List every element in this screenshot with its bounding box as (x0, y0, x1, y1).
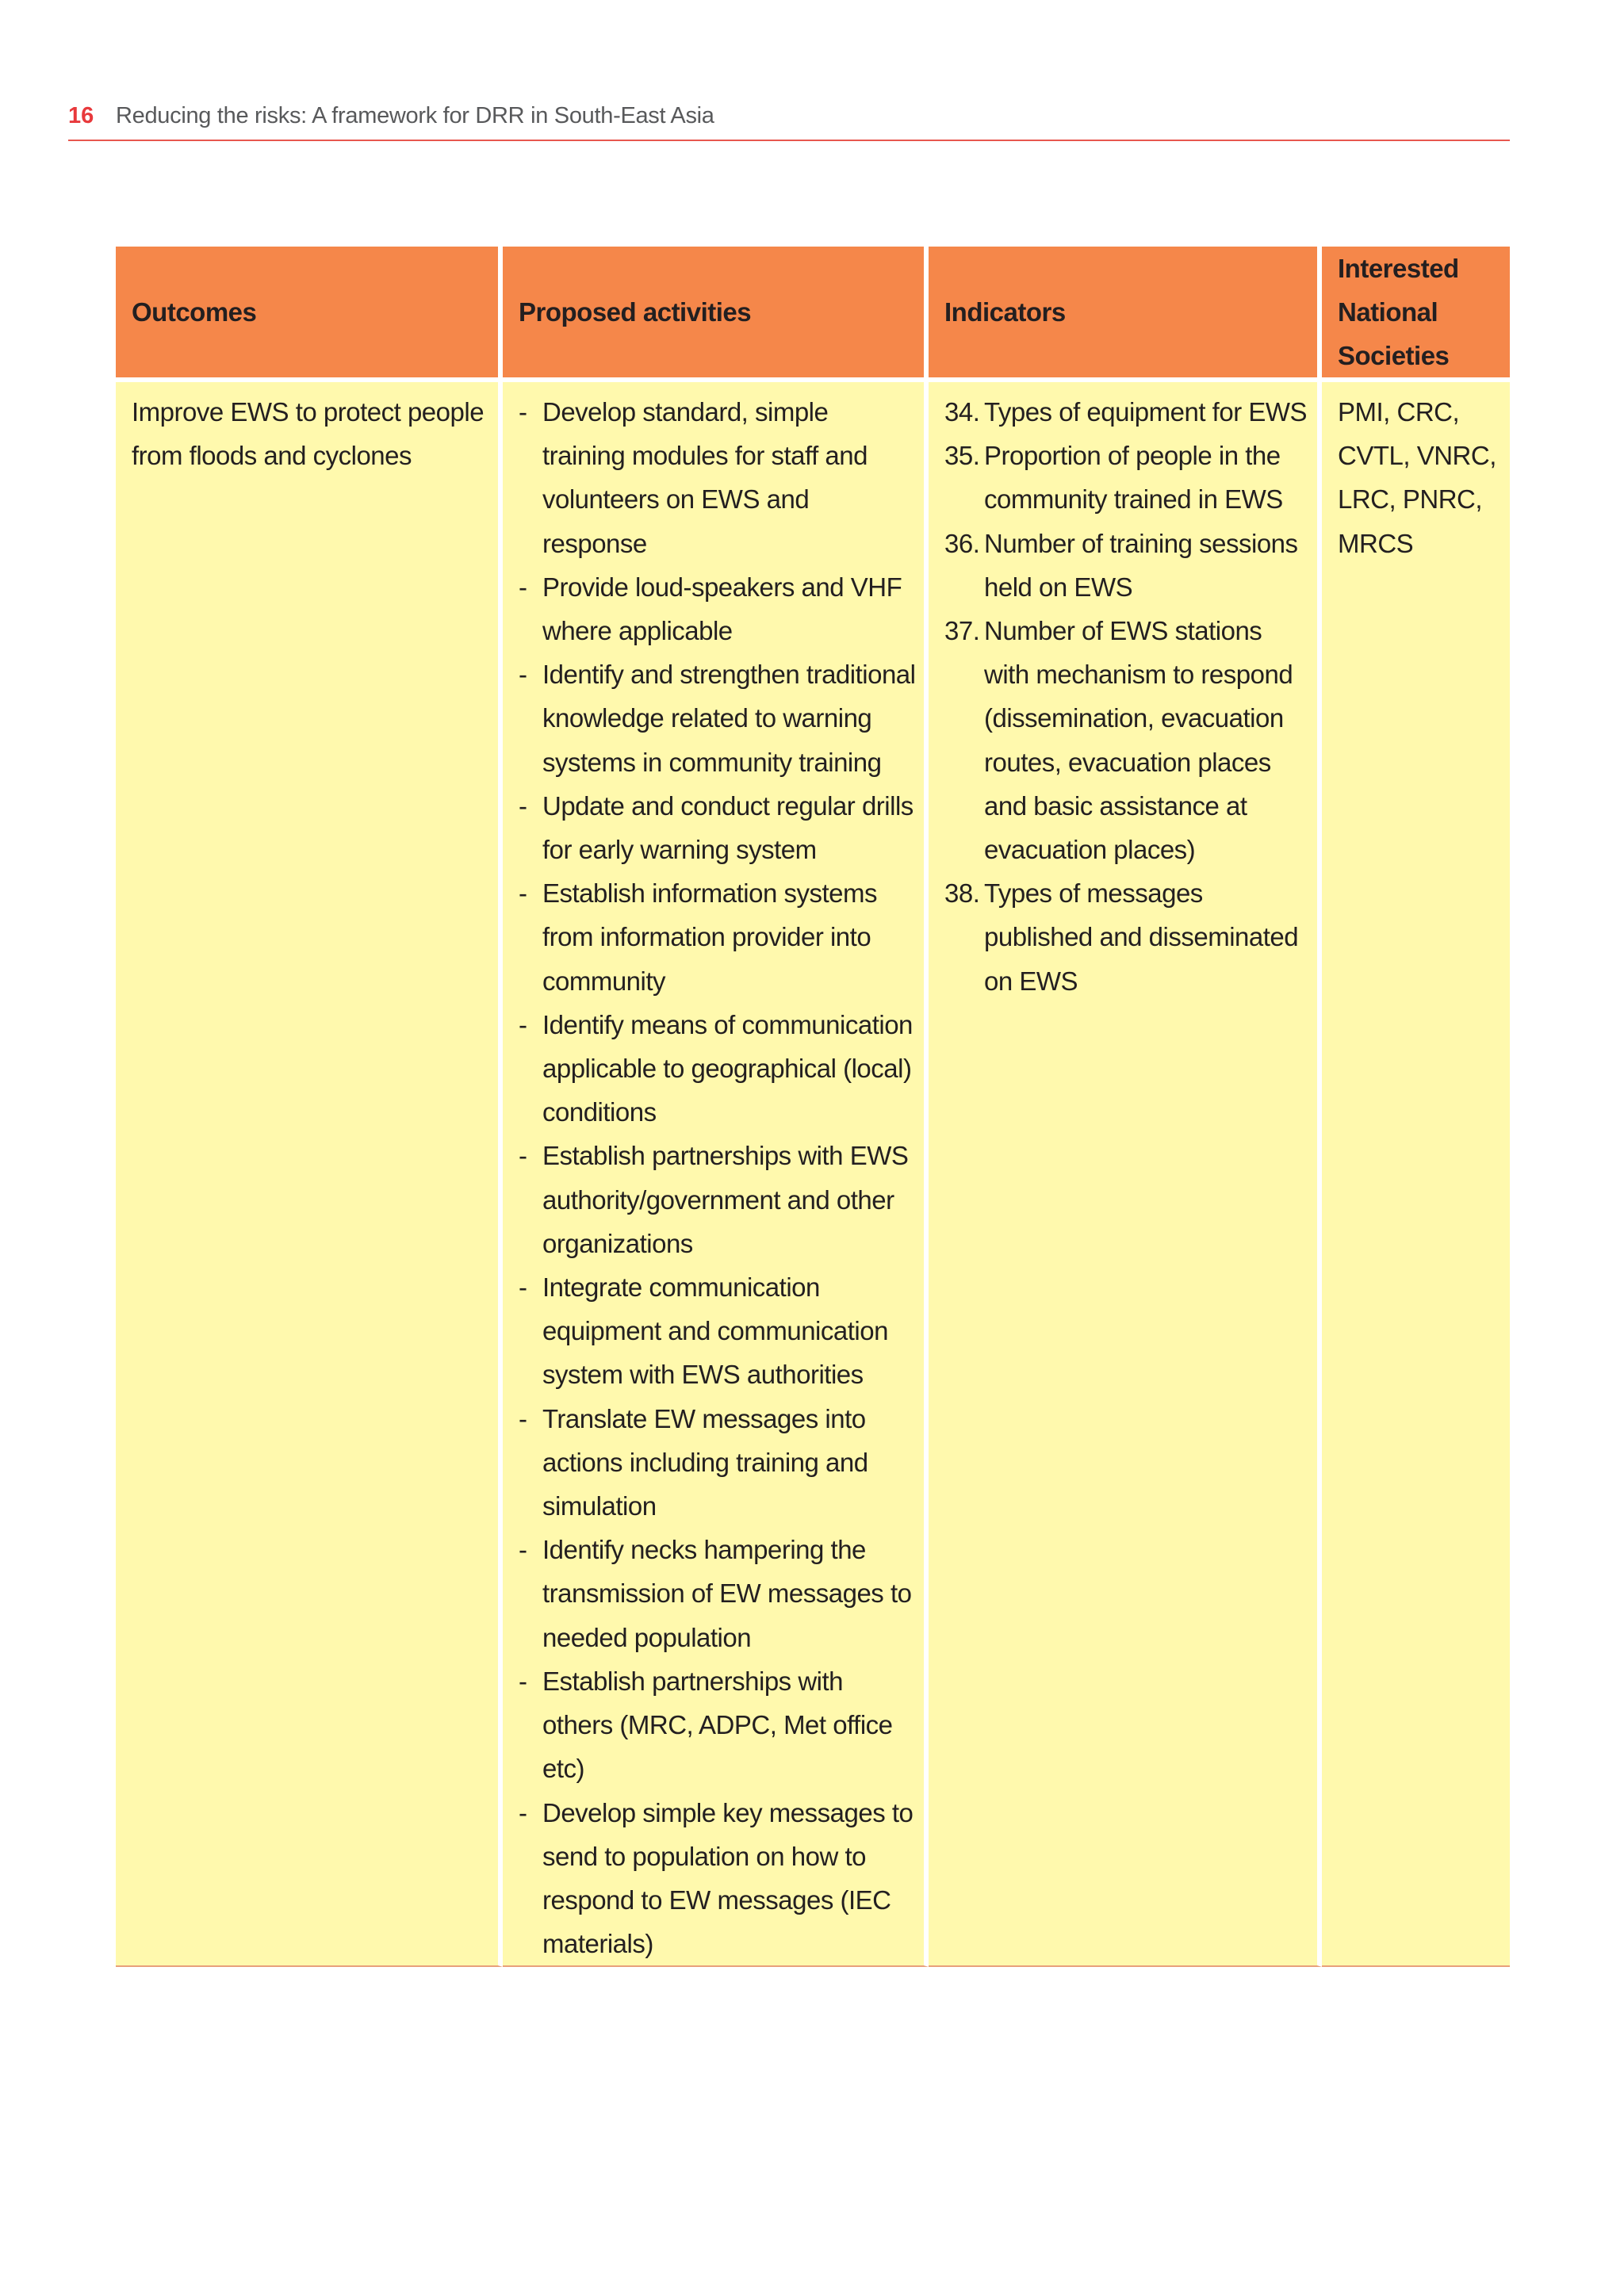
indicator-item (944, 522, 1309, 609)
activity-item: - Establish partnerships with EWS authority/government and other organizations (519, 1134, 916, 1265)
indicator-text: Number of training sessions held on EWS (984, 528, 1298, 602)
activity-item: - Identify means of communication applicable to geographical (local) conditions (519, 1003, 916, 1135)
indicator-item (944, 609, 1309, 871)
indicator-number: 36. (944, 528, 980, 558)
indicator-number: 34. (944, 397, 980, 427)
indicator-number: 37. (944, 616, 980, 646)
activity-item: - Translate EW messages into actions including training and simulation (519, 1397, 916, 1529)
indicator-item (944, 434, 1309, 521)
outcome-cell (116, 382, 503, 1967)
activity-item: - Provide loud-speakers and VHF where applicable (519, 565, 916, 652)
running-title: Reducing the risks: A framework for DRR in South-East Asia (116, 103, 714, 128)
indicator-text: Proportion of people in the community trained in EWS (984, 441, 1283, 515)
society-line: LRC, PNRC, (1338, 484, 1483, 515)
societies-cell (1322, 382, 1510, 1967)
activity-list (519, 390, 916, 1965)
activity-item: - Integrate communication equipment and communication system with EWS authorities (519, 1265, 916, 1397)
column-header-proposed-activities: Proposed activities (503, 247, 929, 382)
activity-item: - Update and conduct regular drills for early warning system (519, 784, 916, 871)
indicator-text: Number of EWS stations with mechanism to respond (dissemination, evacuation routes, evacuation places and basic assistance at evacuation places) (984, 616, 1293, 865)
column-header-interested-national-societies: Interested National Societies (1322, 247, 1510, 382)
society-line: CVTL, VNRC, (1338, 441, 1496, 471)
page-header (68, 103, 1510, 141)
activity-item: - Develop simple key messages to send to population on how to respond to EW messages (IEC materials) (519, 1791, 916, 1966)
indicator-item (944, 871, 1309, 1003)
activity-item: - Establish information systems from information provider into community (519, 871, 916, 1003)
society-line: PMI, CRC, (1338, 397, 1460, 427)
indicator-text: Types of messages published and disseminated on EWS (984, 878, 1299, 996)
table-row (116, 382, 1510, 1967)
indicator-item (944, 390, 1309, 434)
society-line: MRCS (1338, 528, 1414, 558)
activity-item: - Develop standard, simple training modules for staff and volunteers on EWS and response (519, 390, 916, 565)
column-header-indicators: Indicators (929, 247, 1322, 382)
activities-cell (503, 382, 929, 1967)
indicator-list (944, 390, 1309, 1003)
indicator-number: 35. (944, 441, 980, 471)
page-number: 16 (68, 103, 94, 128)
column-header-outcomes: Outcomes (116, 247, 503, 382)
table-header-row (116, 247, 1510, 382)
activity-item: - Identify necks hampering the transmission of EW messages to needed population (519, 1528, 916, 1659)
outcome-text: Improve EWS to protect people from floods and cyclones (132, 397, 485, 471)
activity-item: - Identify and strengthen traditional knowledge related to warning systems in community training (519, 652, 916, 784)
indicator-number: 38. (944, 878, 980, 909)
indicators-cell (929, 382, 1322, 1967)
framework-table (116, 247, 1510, 1967)
indicator-text: Types of equipment for EWS (984, 397, 1308, 427)
activity-item: - Establish partnerships with others (MRC, ADPC, Met office etc) (519, 1659, 916, 1791)
